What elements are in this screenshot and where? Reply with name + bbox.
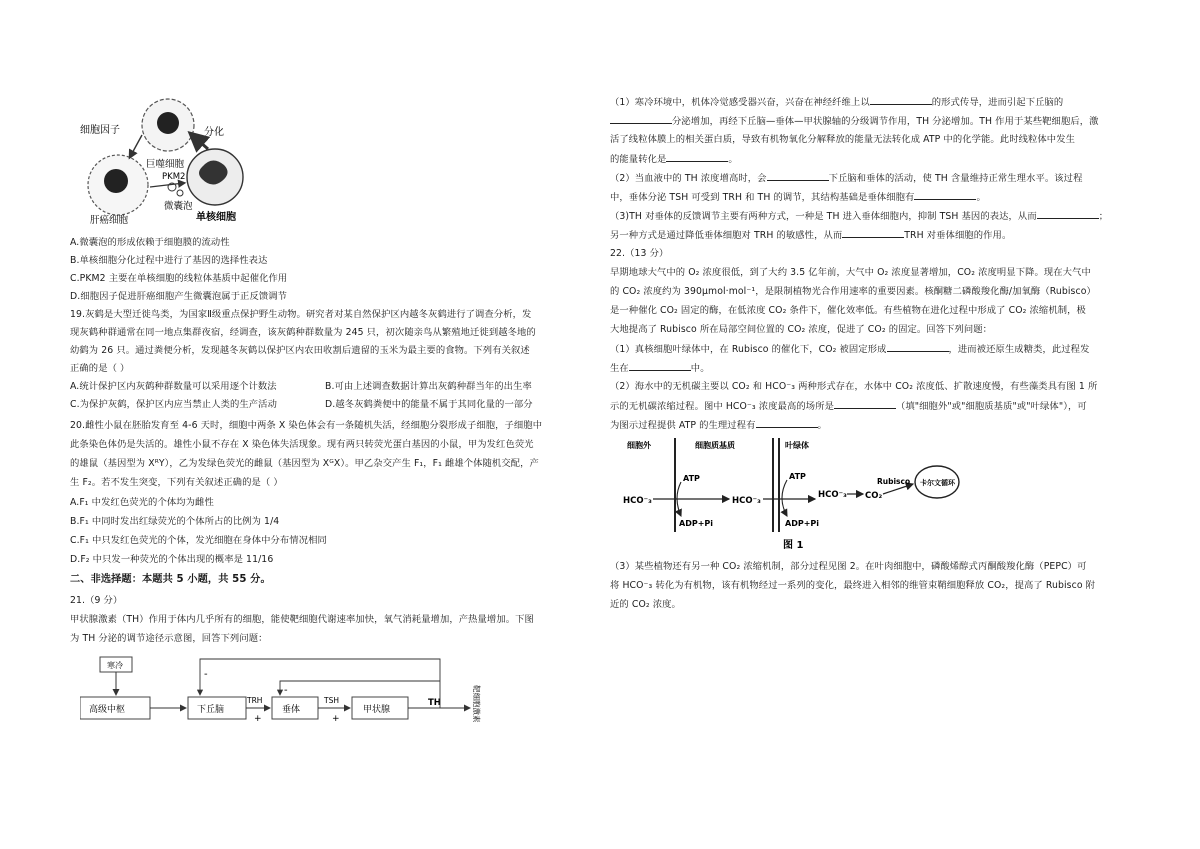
q20-line: 此条染色体仍是失活的。雄性小鼠不存在 X 染色体失活现象。现有两只转荧光蛋白基因的小鼠，甲为发红色荧光 <box>70 439 534 450</box>
answer-blank[interactable] <box>914 188 976 200</box>
q18-option-c: C.PKM2 主要在单核细胞的线粒体基质中起催化作用 <box>70 273 288 284</box>
sign-minus-1: - <box>204 669 208 680</box>
q21-line: 为 TH 分泌的调节途径示意图，回答下列问题： <box>70 633 268 644</box>
q22-sub2-line <box>610 397 1087 416</box>
label-extracellular: 细胞外 <box>627 441 651 450</box>
q22-line: 早期地球大气中的 O₂ 浓度很低，到了大约 3.5 亿年前，大气中 O₂ 浓度显著增加，CO₂ 浓度明显下降。现在大气中 <box>610 267 1091 278</box>
q21-sub3-text: 另一种方式是通过降低垂体细胞对 TRH 的敏感性，从而 <box>610 230 843 241</box>
label-trh: TRH <box>247 696 263 705</box>
q21-sub2-text: 下丘脑和垂体的活动，使 TH 含量维持正常生理水平。该过程 <box>828 173 1083 184</box>
q20-option-c: C.F₁ 中只发红色荧光的个体，发光细胞在身体中分布情况相同 <box>70 535 327 546</box>
atp-arc-chloroplast <box>782 480 787 516</box>
q22-sub2-line: 为图示过程提供 ATP 的生理过程有 。 <box>610 416 827 435</box>
q19-line: 19.灰鹤是大型迁徙鸟类，为国家Ⅱ级重点保护野生动物。研究者对某自然保护区内越冬灰鹤进行了调查分析，发 <box>70 309 532 320</box>
label-calvin-cycle: 卡尔文循环 <box>920 479 955 487</box>
sign-plus-2: + <box>332 714 340 724</box>
q18-option-a: A.微囊泡的形成依赖于细胞膜的流动性 <box>70 237 230 248</box>
q22-sub2-text: 示的无机碳浓缩过程。图中 HCO⁻₃ 浓度最高的场所是 <box>610 401 834 412</box>
q20-line: 生 F₂。若不发生突变，下列有关叙述正确的是（ ） <box>70 477 283 488</box>
label-monocyte: 单核细胞 <box>196 212 236 223</box>
label-higher-center: 高级中枢 <box>89 705 126 715</box>
microvesicle <box>177 190 183 196</box>
q19-option-d: D.越冬灰鹤粪便中的能量不属于其同化量的一部分 <box>325 399 533 410</box>
q22-line: 是一种催化 CO₂ 固定的酶，在低浓度 CO₂ 条件下，催化效率低。有些植物在进化过程中形成了 CO₂ 浓缩机制，极 <box>610 305 1086 316</box>
q21-sub1-text: 的形式传导，进而引起下丘脑的 <box>931 97 1064 108</box>
label-pituitary: 垂体 <box>282 705 301 715</box>
label-differentiation: 分化 <box>204 127 224 138</box>
q22-sub1-text: ，进而被还原生成糖类，此过程发 <box>948 344 1090 355</box>
answer-blank[interactable] <box>767 169 829 181</box>
q21-sub2-text: （2）当血液中的 TH 浓度增高时，会 <box>610 173 767 184</box>
hco3-cytoplasm: HCO⁻₃ <box>732 496 761 506</box>
q21-sub2-line: 中，垂体分泌 TSH 可受到 TRH 和 TH 的调节，其结构基础是垂体细胞有 。 <box>610 188 986 207</box>
q21-head: 21.（9 分） <box>70 595 123 606</box>
figure-1-inorganic-carbon <box>615 436 975 554</box>
q22-head: 22.（13 分） <box>610 248 669 259</box>
answer-blank[interactable] <box>629 359 691 371</box>
q19-line: 幼鹤为 26 只。通过粪便分析，发现越冬灰鹤以保护区内农田收割后遗留的玉米为最主要的食物。下列有关叙述 <box>70 345 530 356</box>
label-hypothalamus: 下丘脑 <box>197 705 225 715</box>
q20-line: 20.雌性小鼠在胚胎发育至 4-6 天时，细胞中两条 X 染色体会有一条随机失活，经细胞分裂形成子细胞，子细胞中 <box>70 420 543 431</box>
answer-blank[interactable] <box>834 397 896 409</box>
q20-option-b: B.F₁ 中同时发出红绿荧光的个体所占的比例为 1/4 <box>70 516 280 527</box>
sign-plus-1: + <box>254 714 262 724</box>
label-atp-1: ATP <box>683 474 700 483</box>
sign-minus-2: - <box>284 685 288 696</box>
q21-sub1-text: 分泌增加，再经下丘脑—垂体—甲状腺轴的分级调节作用， <box>672 116 917 127</box>
label-cytokine: 细胞因子 <box>80 125 120 136</box>
label-atp-2: ATP <box>789 472 806 481</box>
label-chloroplast: 叶绿体 <box>785 441 809 450</box>
label-liver-cancer: 肝癌细胞 <box>90 215 129 226</box>
q19-line: 现灰鹤种群通常在同一地点集群夜宿，经调查，该灰鹤种群数量为 245 只，初次随亲鸟从繁殖地迁徙到越冬地的 <box>70 327 536 338</box>
q19-option-c: C.为保护灰鹤，保护区内应当禁止人类的生产活动 <box>70 399 277 410</box>
q22-line: 大地提高了 Rubisco 所在局部空间位置的 CO₂ 浓度，促进了 CO₂ 的固定。回答下列问题： <box>610 324 993 335</box>
q21-sub3-line <box>610 226 1011 245</box>
label-pkm2: PKM2 <box>162 172 186 182</box>
q18-option-b: B.单核细胞分化过程中进行了基因的选择性表达 <box>70 255 268 266</box>
q20-option-d: D.F₂ 中只发一种荧光的个体出现的概率是 11/16 <box>70 554 274 565</box>
q21-sub3-text: （3)TH 对垂体的反馈调节主要有两种方式，一种是 TH 进入垂体细胞内，抑制 TSH 基因的表达，从而 <box>610 211 1037 222</box>
q22-sub2-line: （2）海水中的无机碳主要以 CO₂ 和 HCO⁻₃ 两种形式存在，水体中 CO₂ 浓度低、扩散速度慢，有些藻类具有图 1 所 <box>610 381 1098 392</box>
answer-blank[interactable] <box>870 93 932 105</box>
q21-sub1-line <box>610 112 1099 131</box>
q19-line: 正确的是（ ） <box>70 363 130 374</box>
q21-sub1-text: （1）寒冷环境中，机体冷觉感受器兴奋，兴奋在神经纤维上以 <box>610 97 870 108</box>
hco3-extracellular: HCO⁻₃ <box>623 496 652 506</box>
q22-sub2-text: （填"细胞外"或"细胞质基质"或"叶绿体"），可 <box>895 401 1087 412</box>
q22-sub3-line: 将 HCO⁻₃ 转化为有机物，该有机物经过一系列的变化，最终进入相邻的维管束鞘细胞释放 CO₂，提高了 Rubisco 附 <box>610 580 1096 591</box>
q20-line: 的雄鼠（基因型为 XᴿY），乙为发绿色荧光的雌鼠（基因型为 XᴳX）。甲乙杂交产生 F₁，F₁ 雌雄个体随机交配，产 <box>70 458 539 469</box>
q21-sub2-line <box>610 169 1082 188</box>
figure-caption: 图 1 <box>783 540 804 551</box>
q21-sub2-text: 中，垂体分泌 TSH 可受到 TRH 和 TH 的调节，其结构基础是垂体细胞有 <box>610 192 915 203</box>
liver-cancer-cell <box>88 155 148 215</box>
label-thyroid: 甲状腺 <box>363 705 391 715</box>
q22-sub2-text: 为图示过程提供 ATP 的生理过程有 <box>610 420 756 431</box>
q21-sub3-text: TRH 对垂体细胞的作用。 <box>904 230 1012 241</box>
label-rubisco: Rubisco <box>877 477 911 486</box>
feedback-loop-inner <box>280 681 440 695</box>
label-microvesicle: 微囊泡 <box>164 201 193 212</box>
label-th: TH <box>428 698 441 708</box>
q18-option-d: D.细胞因子促进肝癌细胞产生微囊泡属于正反馈调节 <box>70 291 288 302</box>
cold-label: 寒冷 <box>107 661 123 670</box>
answer-blank[interactable] <box>666 150 728 162</box>
answer-blank[interactable] <box>842 226 904 238</box>
answer-blank[interactable] <box>887 340 949 352</box>
q21-sub1-line: 的能量转化是 。 <box>610 150 738 169</box>
label-adp-1: ADP+Pi <box>679 519 714 528</box>
label-target: 靶细胞激素 <box>472 685 481 723</box>
section-heading-nonchoice: 二、非选择题：本题共 5 小题，共 55 分。 <box>70 574 271 585</box>
q21-sub1-line <box>610 93 1063 112</box>
q19-option-a: A.统计保护区内灰鹤种群数量可以采用逐个计数法 <box>70 381 277 392</box>
label-adp-2: ADP+Pi <box>785 519 820 528</box>
arrow-cytokine <box>130 135 142 157</box>
q21-line: 甲状腺激素（TH）作用于体内几乎所有的细胞，能使靶细胞代谢速率加快，氧气消耗量增加，产热量增加。下图 <box>70 614 534 625</box>
co2-chloroplast: CO₂ <box>865 491 883 501</box>
q22-sub1-line <box>610 359 710 378</box>
q22-sub1-line <box>610 340 1089 359</box>
answer-blank[interactable] <box>1037 207 1099 219</box>
label-tsh: TSH <box>324 696 339 705</box>
q22-sub1-text: 生在 <box>610 363 629 374</box>
q20-option-a: A.F₁ 中发红色荧光的个体均为雌性 <box>70 497 214 508</box>
q22-sub1-text: 中。 <box>690 363 710 374</box>
answer-blank[interactable] <box>610 112 672 124</box>
q22-sub3-line: 近的 CO₂ 浓度。 <box>610 599 681 610</box>
q19-option-b: B.可由上述调查数据计算出灰鹤种群当年的出生率 <box>325 381 532 392</box>
q22-sub3-line: （3）某些植物还有另一种 CO₂ 浓缩机制，部分过程见图 2。在叶肉细胞中，磷酸烯醇式丙酮酸羧化酶（PEPC）可 <box>610 561 1087 572</box>
q22-sub1-text: （1）真核细胞叶绿体中，在 Rubisco 的催化下，CO₂ 被固定形成 <box>610 344 887 355</box>
hco3-chloroplast: HCO⁻₃ <box>818 490 847 500</box>
monocyte-cell <box>187 149 243 205</box>
q21-sub1-text: TH 分泌增加。TH 作用于某些靶细胞后，激 <box>916 116 1099 127</box>
q21-sub3-line: （3)TH 对垂体的反馈调节主要有两种方式，一种是 TH 进入垂体细胞内，抑制 TSH 基因的表达，从而 ； <box>610 207 1108 226</box>
label-macrophage: 巨噬细胞 <box>146 159 185 170</box>
label-cytoplasm: 细胞质基质 <box>695 441 735 450</box>
q21-sub1-line: 活了线粒体膜上的相关蛋白质，导致有机物氧化分解释放的能量无法转化成 ATP 中的化学能。此时线粒体中发生 <box>610 134 1075 145</box>
answer-blank[interactable] <box>756 416 818 428</box>
q21-sub1-text: 的能量转化是 <box>610 154 667 165</box>
q22-line: 的 CO₂ 浓度约为 390μmol·mol⁻¹，是限制植物光合作用速率的重要因素。核酮糖二磷酸羧化酶/加氧酶（Rubisco） <box>610 286 1096 297</box>
arrow-vesicle <box>150 183 184 187</box>
q21-th-regulation-diagram <box>80 655 490 737</box>
figure-q18-cell-diagram <box>80 95 300 230</box>
macrophage-cell <box>142 99 194 151</box>
